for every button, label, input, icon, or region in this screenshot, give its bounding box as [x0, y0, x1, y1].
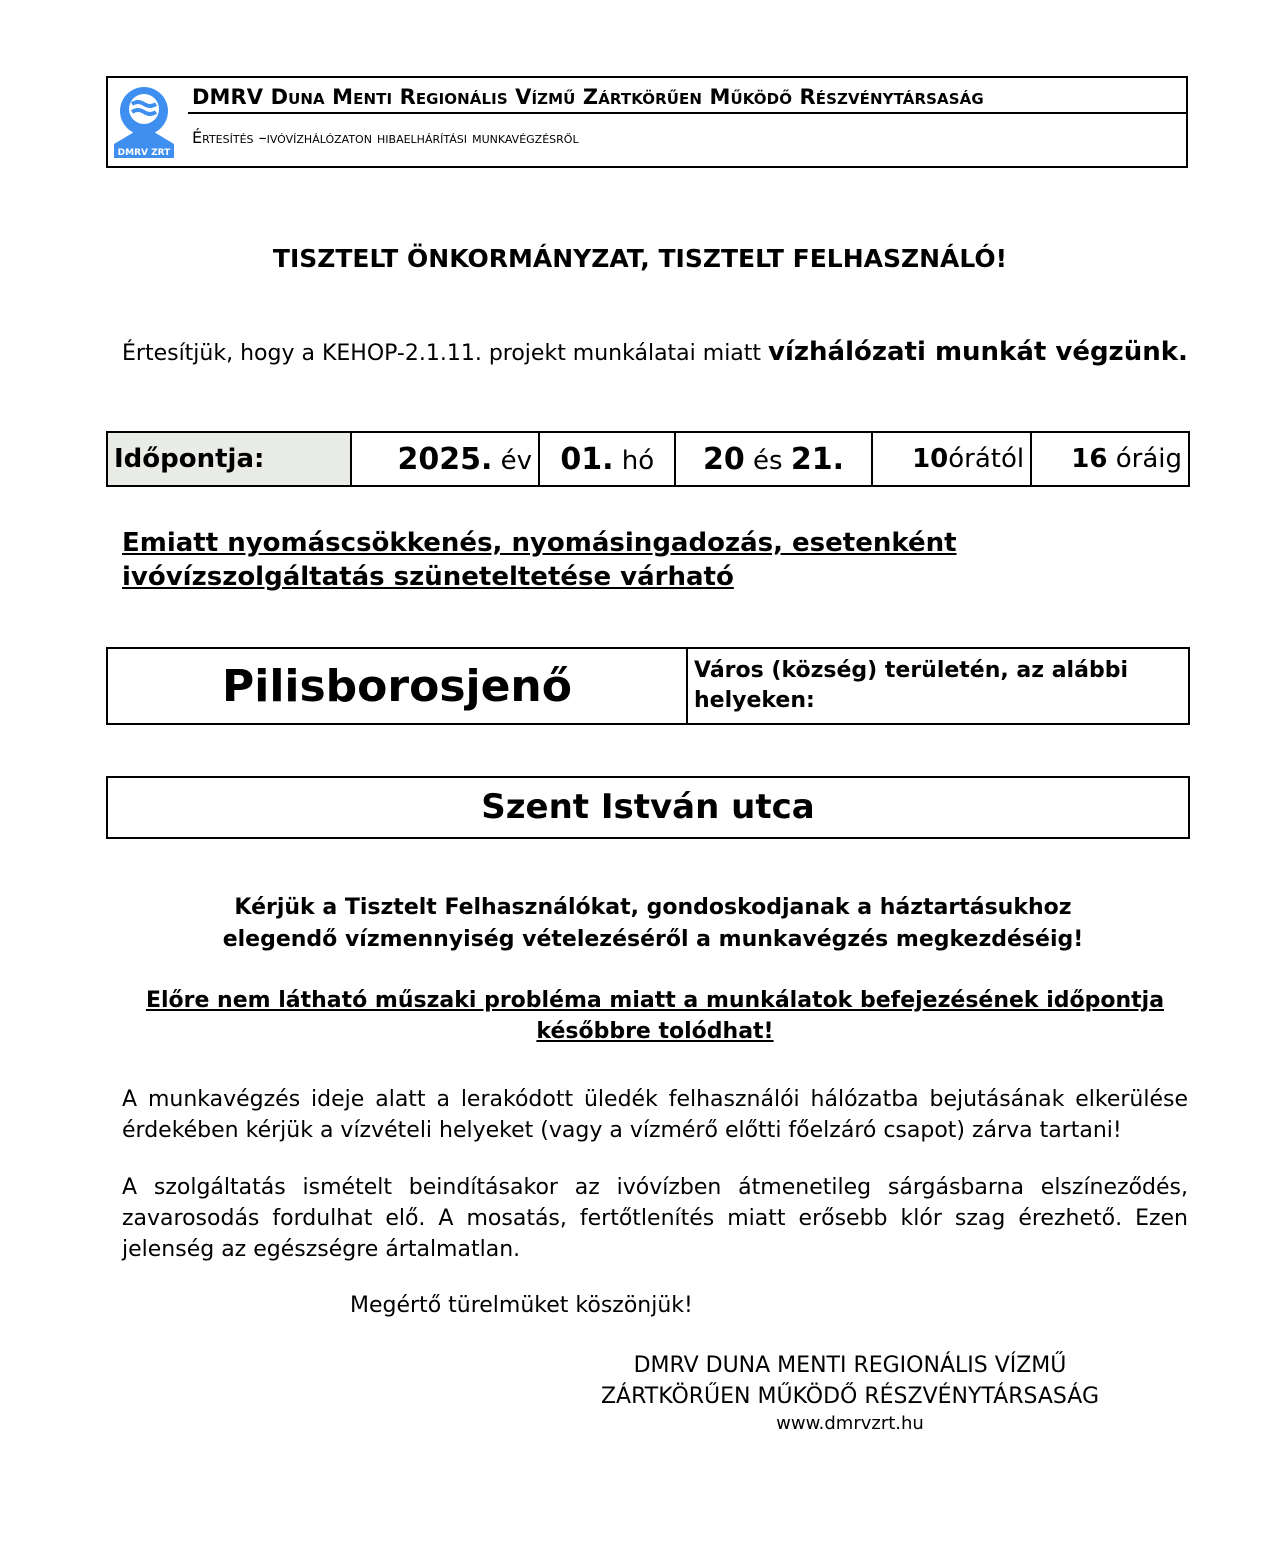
request-line-1: Kérjük a Tisztelt Felhasználókat, gondoskodjanak a háztartásukhoz [234, 895, 1072, 920]
water-request [0, 892, 1280, 956]
schedule-year [351, 432, 539, 486]
month-unit: hó [621, 445, 655, 476]
pressure-warning [122, 526, 957, 594]
street-name: Szent István utca [106, 776, 1190, 839]
request-line-2: elegendő vízmennyiség vételezéséről a munkavégzés megkezdéséig! [222, 927, 1084, 952]
warning-line-2: ivóvízszolgáltatás szüneteltetése várható [122, 562, 734, 592]
day-conj: és [753, 445, 783, 476]
hour-from: 10 [912, 444, 949, 474]
town-name: Pilisborosjenő [107, 648, 687, 724]
discoloration-paragraph: A szolgáltatás ismételt beindításakor az ivóvízben átmenetileg sárgásbarna elszíneződés, zavarosodás fordulhat elő. A mosatás, fertőtlenítés miatt erősebb klór szag érezhető. Ezen jelenség az egészségre ártalmatlan. [122, 1175, 1188, 1262]
hour-from-unit: órától [948, 444, 1025, 474]
schedule-table [106, 431, 1190, 487]
letterhead [106, 76, 1188, 168]
logo-text: DMRV ZRT [117, 148, 171, 158]
schedule-hour-to [1031, 432, 1189, 486]
location-description: Város (község) területén, az alábbi helyeken: [687, 648, 1189, 724]
signature-line-2: ZÁRTKÖRŰEN MŰKÖDŐ RÉSZVÉNYTÁRSASÁG [600, 1384, 1100, 1409]
schedule-month [539, 432, 675, 486]
sediment-paragraph: A munkavégzés ideje alatt a lerakódott üledék felhasználói hálózatba bejutásának elkerülése érdekében kérjük a vízvételi helyeket (vagy a vízmérő előtti főelzáró csapot) zárva tartani! [122, 1087, 1188, 1143]
schedule-hour-from [872, 432, 1032, 486]
greeting-heading: TISZTELT ÖNKORMÁNYZAT, TISZTELT FELHASZNÁLÓ! [272, 244, 1008, 273]
location-table [106, 647, 1190, 725]
intro-bold: vízhálózati munkát végzünk. [768, 337, 1188, 367]
signature-block [560, 1350, 1140, 1436]
thanks-text: Megértő türelmüket köszönjük! [350, 1293, 693, 1318]
year-unit: év [500, 445, 533, 476]
company-title: DMRV Duna Menti Regionális Vízmű Zártkörűen Működő Részvénytársaság [188, 82, 1186, 114]
intro-text: Értesítjük, hogy a KEHOP-2.1.11. projekt munkálatai miatt [122, 341, 769, 366]
notice-subtitle: Értesítés –ivóvízhálózaton hibaelhárítási munkavégzésről [192, 128, 579, 147]
schedule-days [675, 432, 871, 486]
month-value: 01. [560, 441, 614, 477]
intro-paragraph [122, 334, 1188, 372]
delay-notice: Előre nem látható műszaki probléma miatt a munkálatok befejezésének időpontja későbbre tolódhat! [145, 988, 1165, 1044]
schedule-label: Időpontja: [107, 432, 351, 486]
website-link[interactable]: www.dmrvzrt.hu [776, 1413, 924, 1434]
day-to: 21. [790, 441, 845, 477]
year-value: 2025. [397, 441, 493, 477]
hour-to-unit: óráig [1115, 444, 1182, 474]
day-from: 20 [703, 441, 745, 477]
signature-line-1: DMRV DUNA MENTI REGIONÁLIS VÍZMŰ [633, 1353, 1067, 1378]
hour-to: 16 [1071, 444, 1108, 474]
dmrv-logo-icon [112, 82, 176, 160]
warning-line-1: Emiatt nyomáscsökkenés, nyomásingadozás, esetenként [122, 528, 957, 558]
